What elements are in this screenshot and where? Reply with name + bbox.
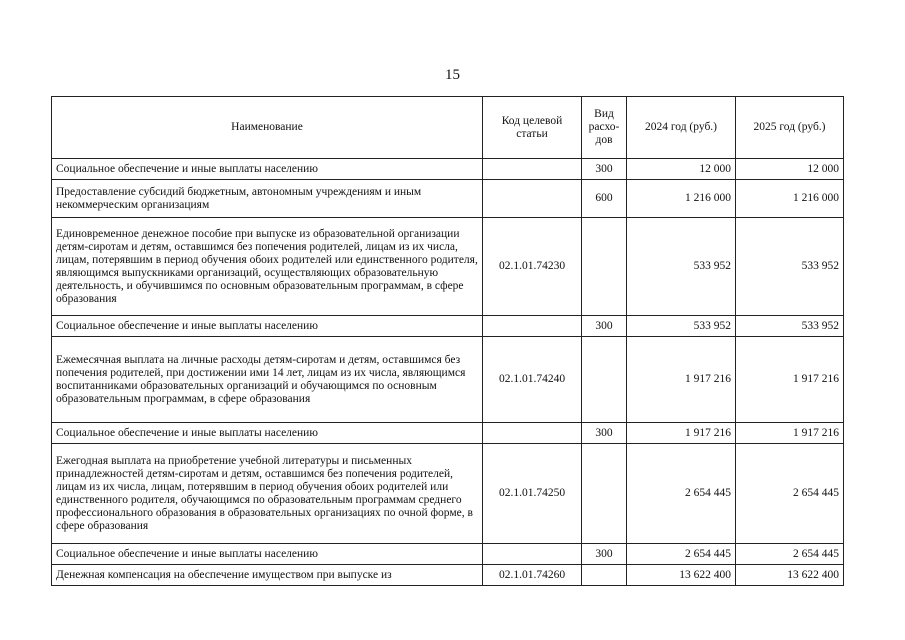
row-2025: 12 000 [736, 159, 844, 180]
table-row [52, 316, 844, 337]
row-name: Денежная компенсация на обеспечение имуществом при выпуске из [52, 565, 483, 586]
table-row [52, 337, 844, 423]
table-row [52, 444, 844, 544]
page-number: 15 [445, 67, 460, 83]
row-type: 600 [582, 180, 627, 218]
row-name: Социальное обеспечение и иные выплаты населению [52, 316, 483, 337]
row-name: Единовременное денежное пособие при выпуске из образовательной организации детям-сиротам и детям, оставшимся без попечения родителей, лицам из их числа, лицам, потерявшим в период обучения обоих родителей или единственного родителя, являющимся выпускниками организаций, осуществляющих образовательную деятельность, и обучившимся по основным образовательным программам, в сфере образования [52, 218, 483, 316]
row-2024: 13 622 400 [627, 565, 736, 586]
row-type [582, 565, 627, 586]
row-2025: 13 622 400 [736, 565, 844, 586]
table-row [52, 565, 844, 586]
row-2024: 1 917 216 [627, 423, 736, 444]
row-2025: 533 952 [736, 316, 844, 337]
row-2025: 1 917 216 [736, 423, 844, 444]
row-type: 300 [582, 423, 627, 444]
row-code [483, 544, 582, 565]
row-name: Ежемесячная выплата на личные расходы детям-сиротам и детям, оставшимся без попечения родителей, при достижении ими 14 лет, лицам из их числа, являющимся воспитанниками образовательных организаций и обучающимся по основным образовательным программам, в сфере образования [52, 337, 483, 423]
table-row [52, 180, 844, 218]
row-2025: 1 917 216 [736, 337, 844, 423]
row-code: 02.1.01.74260 [483, 565, 582, 586]
table-row [52, 218, 844, 316]
row-type [582, 444, 627, 544]
header-name: Наименование [52, 97, 483, 159]
table-header-row [52, 97, 844, 159]
header-year-2024: 2024 год (руб.) [627, 97, 736, 159]
row-2024: 533 952 [627, 316, 736, 337]
budget-table [51, 96, 844, 586]
row-2024: 1 216 000 [627, 180, 736, 218]
table-row [52, 544, 844, 565]
row-name: Предоставление субсидий бюджетным, автономным учреждениям и иным некоммерческим организациям [52, 180, 483, 218]
table-row [52, 159, 844, 180]
row-code [483, 423, 582, 444]
row-code [483, 316, 582, 337]
row-2024: 2 654 445 [627, 444, 736, 544]
row-type [582, 337, 627, 423]
row-2024: 12 000 [627, 159, 736, 180]
row-name: Ежегодная выплата на приобретение учебной литературы и письменных принадлежностей детям-сиротам и детям, оставшимся без попечения родителей, лицам из их числа, лицам, потерявшим в период обучения обоих родителей или единственного родителя, обучающимся по образовательным программам среднего профессионального образования в образовательных организациях по очной форме, в сфере образования [52, 444, 483, 544]
row-name: Социальное обеспечение и иные выплаты населению [52, 423, 483, 444]
row-type: 300 [582, 316, 627, 337]
row-code: 02.1.01.74240 [483, 337, 582, 423]
header-year-2025: 2025 год (руб.) [736, 97, 844, 159]
header-type: Вид расхо-дов [582, 97, 627, 159]
row-2025: 1 216 000 [736, 180, 844, 218]
row-2024: 2 654 445 [627, 544, 736, 565]
row-2025: 2 654 445 [736, 444, 844, 544]
row-code [483, 159, 582, 180]
row-type: 300 [582, 159, 627, 180]
table-row [52, 423, 844, 444]
row-code: 02.1.01.74250 [483, 444, 582, 544]
row-name: Социальное обеспечение и иные выплаты населению [52, 159, 483, 180]
row-type: 300 [582, 544, 627, 565]
row-2025: 2 654 445 [736, 544, 844, 565]
header-code: Код целевой статьи [483, 97, 582, 159]
row-type [582, 218, 627, 316]
row-2024: 1 917 216 [627, 337, 736, 423]
row-2024: 533 952 [627, 218, 736, 316]
row-code [483, 180, 582, 218]
row-name: Социальное обеспечение и иные выплаты населению [52, 544, 483, 565]
row-2025: 533 952 [736, 218, 844, 316]
row-code: 02.1.01.74230 [483, 218, 582, 316]
